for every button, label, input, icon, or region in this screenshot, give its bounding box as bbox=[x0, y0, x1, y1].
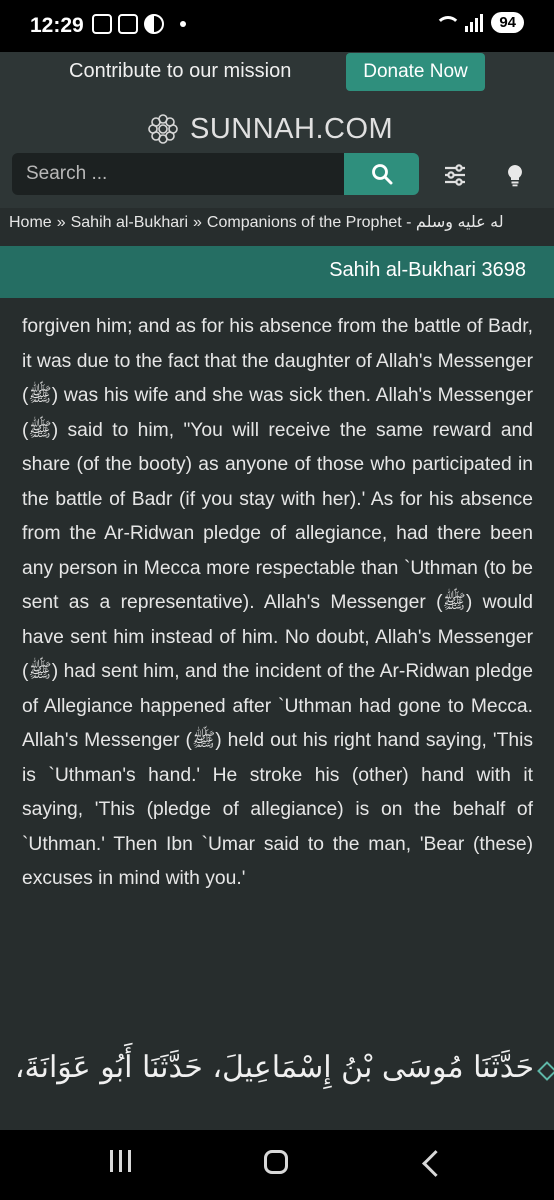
logo-text: SUNNAH.COM bbox=[190, 112, 394, 145]
back-button[interactable] bbox=[422, 1150, 449, 1177]
site-logo[interactable] bbox=[146, 112, 393, 146]
donate-button[interactable]: Donate Now bbox=[346, 53, 485, 91]
theme-toggle-button[interactable] bbox=[500, 160, 530, 190]
donation-banner bbox=[0, 52, 554, 100]
site-header bbox=[0, 100, 554, 208]
breadcrumb-home[interactable]: Home bbox=[9, 214, 52, 231]
breadcrumb-collection[interactable]: Sahih al-Bukhari bbox=[70, 214, 188, 231]
search-icon bbox=[371, 163, 393, 185]
breadcrumb-separator: » bbox=[193, 214, 202, 231]
more-notifications-icon bbox=[180, 21, 186, 27]
theme-icon bbox=[144, 14, 164, 34]
battery-indicator: 94 bbox=[491, 12, 524, 33]
system-navigation-bar bbox=[0, 1130, 554, 1200]
breadcrumb-book[interactable]: Companions of the Prophet - له عليه وسلم bbox=[206, 214, 504, 231]
search-input[interactable]: Search ... bbox=[12, 153, 344, 195]
search-settings-button[interactable] bbox=[440, 160, 470, 190]
hadith-arabic-text: حَدَّثَنَا مُوسَى بْنُ إِسْمَاعِيلَ، حَدَّثَنَا أَبُو عَوَانَةَ، bbox=[14, 1050, 534, 1085]
lightbulb-icon bbox=[500, 160, 530, 190]
hadith-reference-bar bbox=[0, 246, 554, 298]
logo-mark-icon bbox=[146, 112, 180, 146]
notification-icons bbox=[92, 14, 186, 34]
breadcrumb bbox=[0, 208, 554, 246]
home-button[interactable] bbox=[264, 1150, 288, 1174]
system-icons bbox=[435, 12, 524, 33]
banner-text: Contribute to our mission bbox=[69, 60, 292, 82]
recent-apps-button[interactable] bbox=[110, 1150, 131, 1172]
breadcrumb-separator: » bbox=[56, 214, 66, 231]
hadith-reference[interactable]: Sahih al-Bukhari 3698 bbox=[329, 259, 526, 281]
screenshot-icon bbox=[92, 14, 112, 34]
signal-icon bbox=[465, 14, 483, 32]
search-button[interactable] bbox=[344, 153, 419, 195]
hadith-english-text: forgiven him; and as for his absence from the battle of Badr, it was due to the fact that the daughter of Allah's Messenger (ﷺ) was his wife and she was sick then. Allah's Messenger (ﷺ) said to him, "You will receive the same reward and share (of the booty) as anyone of those who participated in the battle of Badr (if you stay with her).' As for his absence from the Ar-Ridwan pledge of allegiance, had there been any person in Mecca more respectable than `Uthman (to be sent as a representative). Allah's Messenger (ﷺ) would have sent him instead of him. No doubt, Allah's Messenger (ﷺ) had sent him, and the incident of the Ar-Ridwan pledge of Allegiance happened after `Uthman had gone to Mecca. Allah's Messenger (ﷺ) held out his right hand saying, 'This is `Uthman's hand.' He stroke his (other) hand with it saying, 'This (pledge of allegiance) is on the behalf of `Uthman.' Then Ibn `Umar said to the man, 'Bear (these) excuses in mind with you.' bbox=[22, 316, 533, 889]
status-bar bbox=[0, 0, 554, 52]
status-time: 12:29 bbox=[30, 14, 84, 37]
hadith-content bbox=[0, 298, 554, 1130]
wifi-icon bbox=[435, 14, 457, 32]
arabic-marker-icon bbox=[537, 1061, 554, 1081]
sliders-icon bbox=[440, 160, 470, 190]
grid-icon bbox=[118, 14, 138, 34]
